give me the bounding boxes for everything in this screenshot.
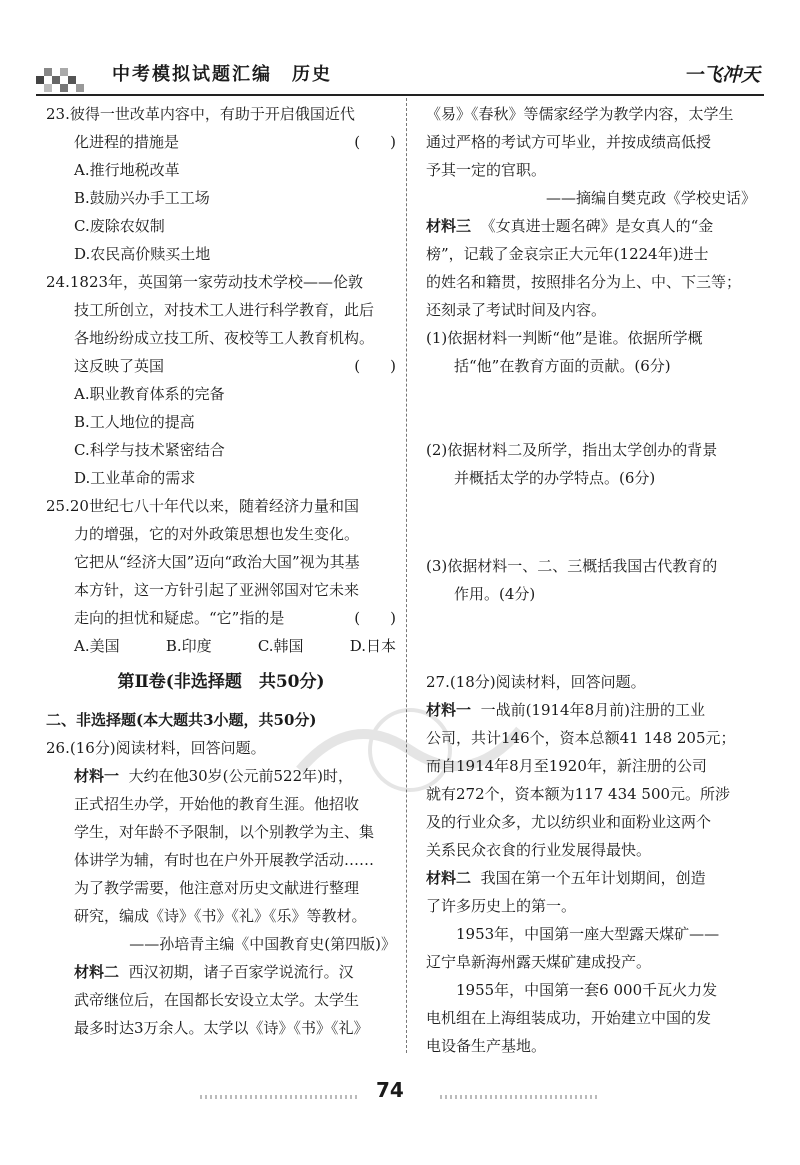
q26-subquestion2-line1: (2)依据材料二及所学，指出太学创办的背景 — [426, 441, 718, 459]
q26-material2-line6: 予其一定的官职。 — [426, 161, 547, 179]
q25-options-row — [46, 632, 396, 660]
answer-space-3[interactable] — [426, 608, 756, 668]
q27-para2-line3: 电设备生产基地。 — [426, 1037, 547, 1055]
q25-stem-line2: 力的增强，它的对外政策思想也发生变化。 — [74, 525, 360, 543]
q26-material3-line4: 还刻录了考试时间及内容。 — [426, 301, 607, 319]
question-25 — [46, 492, 396, 660]
q25-stem-line5: 走向的担忧和疑虑。“它”指的是 — [74, 609, 285, 627]
q26-subquestion1-line2: 括“他”在教育方面的贡献。(6分) — [454, 357, 671, 375]
q27-para2-line2: 电机组在上海组装成功，开始建立中国的发 — [426, 1009, 712, 1027]
q26-material1-line3: 学生，对年龄不予限制，以个别教学为主、集 — [74, 823, 375, 841]
q25-option-d: D.日本 — [349, 637, 396, 655]
q23-stem-line1: 23.彼得一世改革内容中，有助于开启俄国近代 — [46, 105, 355, 123]
q26-material2-source: ——摘编自樊克政《学校史话》 — [545, 189, 756, 207]
q23-option-b: B.鼓励兴办手工工场 — [74, 189, 210, 207]
q26-material3-line3: 的姓名和籍贯，按照排名分为上、中、下三等； — [426, 273, 742, 291]
q26-material3-line2: 榜”，记载了金哀宗正大元年(1224年)进士 — [426, 245, 709, 263]
right-column — [426, 100, 756, 1060]
q26-material2-line4: 《易》《春秋》等儒家经学为教学内容，太学生 — [426, 105, 734, 123]
header-checker-decoration — [36, 58, 100, 92]
page-number: 74 — [376, 1078, 404, 1102]
q26-material2-label: 材料二 — [74, 963, 120, 981]
q23-stem-line2-row — [46, 128, 396, 156]
q26-material1-line2: 正式招生办学，开始他的教育生涯。他招收 — [74, 795, 360, 813]
q27-material2-label: 材料二 — [426, 869, 472, 887]
q27-material1-line4: 就有272个，资本额为117 434 500元。所涉 — [426, 785, 731, 803]
q25-stem-line4: 本方针，这一方针引起了亚洲邻国对它未来 — [74, 581, 360, 599]
q26-material2-line2: 武帝继位后，在国都长安设立太学。太学生 — [74, 991, 360, 1009]
q25-stem-line1: 25.20世纪七八十年代以来，随着经济力量和国 — [46, 497, 359, 515]
q26-material1-line1: 大约在他30岁(公元前522年)时， — [128, 767, 353, 785]
q25-option-a: A.美国 — [74, 637, 120, 655]
q26-material1-line4: 体讲学为辅，有时也在户外开展教学活动…… — [74, 851, 375, 869]
q27-material2 — [426, 864, 756, 892]
q27-material1-line5: 及的行业众多，尤以纺织业和面粉业这两个 — [426, 813, 712, 831]
q26-material2-line3: 最多时达3万余人。太学以《诗》《书》《礼》 — [74, 1019, 369, 1037]
watermark-logo — [290, 690, 530, 810]
q27-material1-line6: 关系民众衣食的行业发展得最快。 — [426, 841, 652, 859]
q24-stem-line4-row — [46, 352, 396, 380]
q26-stem: 26.(16分)阅读材料，回答问题。 — [46, 739, 266, 757]
q23-option-d: D.农民高价赎买土地 — [74, 245, 211, 263]
q24-stem-line1: 24.1823年，英国第一家劳动技术学校——伦敦 — [46, 273, 364, 291]
q24-option-a: A.职业教育体系的完备 — [74, 385, 225, 403]
q26-subquestion2-line2: 并概括太学的办学特点。(6分) — [454, 469, 656, 487]
q27-para1-line2: 辽宁阜新海州露天煤矿建成投产。 — [426, 953, 652, 971]
q25-stem-line3: 它把从“经济大国”迈向“政治大国”视为其基 — [74, 553, 360, 571]
header-brand: 一飞冲天 — [683, 64, 760, 86]
q23-stem-line2: 化进程的措施是 — [74, 133, 180, 151]
q26-material3-line1: 《女真进士题名碑》是女真人的“金 — [480, 217, 714, 235]
q24-option-b: B.工人地位的提高 — [74, 413, 195, 431]
question-23 — [46, 100, 396, 268]
column-divider — [406, 98, 407, 1053]
header-rule — [36, 94, 764, 96]
q27-para1-line1: 1953年，中国第一座大型露天煤矿—— — [456, 925, 720, 943]
left-column — [46, 100, 396, 1042]
section-title: 第Ⅱ卷(非选择题 共50分) — [117, 672, 325, 692]
answer-space-2[interactable] — [426, 492, 756, 552]
q26-subquestion3-line1: (3)依据材料一、二、三概括我国古代教育的 — [426, 557, 718, 575]
q27-material1-line3: 而自1914年8月至1920年，新注册的公司 — [426, 757, 707, 775]
page-header — [0, 0, 800, 96]
q27-material1-label: 材料一 — [426, 701, 472, 719]
q24-answer-paren: ( ) — [354, 357, 396, 375]
q25-option-c: C.韩国 — [257, 637, 304, 655]
header-title: 中考模拟试题汇编 历史 — [112, 64, 332, 85]
q24-stem-line2: 技工所创立，对技术工人进行科学教育，此后 — [74, 301, 375, 319]
q26-subquestion3-line2: 作用。(4分) — [454, 585, 536, 603]
q26-material1-label: 材料一 — [74, 767, 120, 785]
q23-answer-paren: ( ) — [354, 133, 396, 151]
q26-material1-source: ——孙培青主编《中国教育史(第四版)》 — [129, 935, 396, 953]
q27-stem: 27.(18分)阅读材料，回答问题。 — [426, 673, 646, 691]
q27-para2-line1: 1955年，中国第一套6 000千瓦火力发 — [456, 981, 718, 999]
q26-material2-line1: 西汉初期，诸子百家学说流行。汉 — [128, 963, 354, 981]
q27-material1-line2: 公司，共计146个，资本总额41 148 205元； — [426, 729, 736, 747]
q24-stem-line3: 各地纷纷成立技工所、夜校等工人教育机构。 — [74, 329, 375, 347]
q23-option-c: C.废除农奴制 — [74, 217, 165, 235]
q25-answer-paren: ( ) — [354, 609, 396, 627]
q26-material1-line6: 研究，编成《诗》《书》《礼》《乐》等教材。 — [74, 907, 367, 925]
q23-option-a: A.推行地税改革 — [74, 161, 180, 179]
q24-stem-line4: 这反映了英国 — [74, 357, 165, 375]
q26-material3 — [426, 212, 756, 240]
q26-material2 — [46, 958, 396, 986]
q24-option-c: C.科学与技术紧密结合 — [74, 441, 225, 459]
q24-option-d: D.工业革命的需求 — [74, 469, 196, 487]
q26-material1-line5: 为了教学需要，他注意对历史文献进行整理 — [74, 879, 360, 897]
q27-material2-line1: 我国在第一个五年计划期间，创造 — [480, 869, 706, 887]
answer-space-1[interactable] — [426, 380, 756, 436]
q26-subquestion1-line1: (1)依据材料一判断“他”是谁。依据所学概 — [426, 329, 703, 347]
q26-material3-label: 材料三 — [426, 217, 472, 235]
q27-material1-line1: 一战前(1914年8月前)注册的工业 — [480, 701, 705, 719]
q25-stem-line5-row — [46, 604, 396, 632]
q25-option-b: B.印度 — [165, 637, 212, 655]
section-heading: 二、非选择题(本大题共3小题，共50分) — [46, 711, 317, 729]
question-24 — [46, 268, 396, 492]
q26-material2-line5: 通过严格的考试方可毕业，并按成绩高低授 — [426, 133, 712, 151]
q27-material2-line2: 了许多历史上的第一。 — [426, 897, 577, 915]
